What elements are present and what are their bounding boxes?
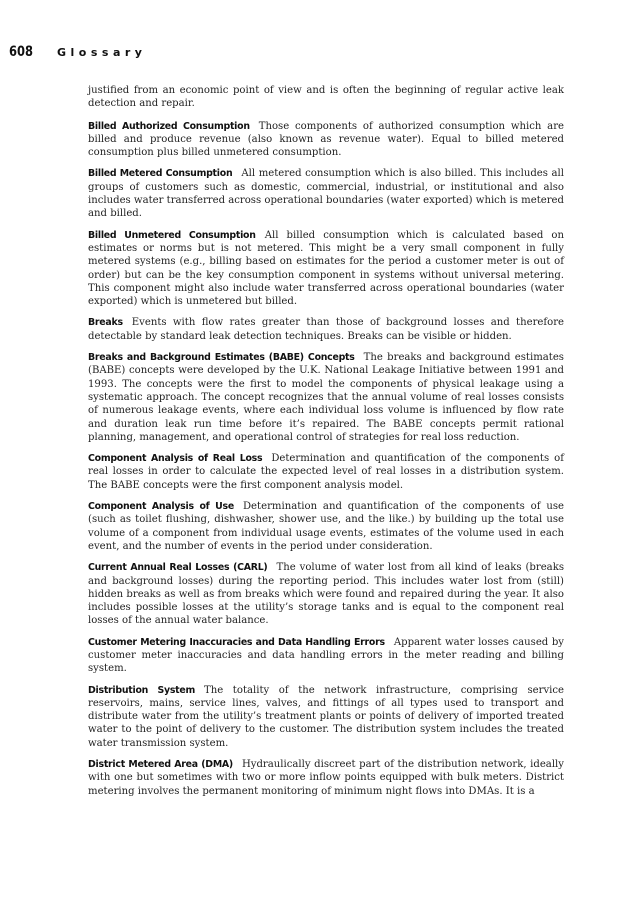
- glossary-entry: [88, 636, 564, 676]
- glossary-term: Customer Metering Inaccuracies and Data Handling Errors: [88, 636, 385, 648]
- glossary-entry: [88, 351, 564, 444]
- glossary-body: [88, 84, 564, 806]
- glossary-term: Current Annual Real Losses (CARL): [88, 562, 268, 574]
- glossary-definition: The volume of water lost from all kind of leaks (breaks and background losses) during the reporting period. This includes water lost from (still) hidden breaks as well as from breaks which were found and repaired during the year. It also includes possible losses at the utility’s storage tanks and is equal to the component real losses of the annual water balance.: [88, 562, 565, 627]
- running-head: Glossary: [57, 46, 147, 59]
- glossary-definition: Apparent water losses caused by customer meter inaccuracies and data handling errors in the meter reading and billing system.: [88, 636, 564, 675]
- glossary-definition: Those components of authorized consumption which are billed and produce revenue (also known as revenue water). Equal to billed metered consumption plus billed unmetered consumption.: [88, 120, 564, 159]
- glossary-term: Breaks and Background Estimates (BABE) Concepts: [88, 352, 355, 364]
- glossary-entries: [88, 120, 564, 798]
- glossary-term: District Metered Area (DMA): [88, 759, 233, 771]
- glossary-entry: [88, 758, 564, 798]
- glossary-term: Distribution System: [88, 684, 196, 696]
- glossary-entry: [88, 684, 564, 750]
- glossary-entry: [88, 316, 564, 343]
- continuation-paragraph: justified from an economic point of view and is often the beginning of regular active leak detection and repair.: [88, 85, 564, 110]
- glossary-term: Billed Unmetered Consumption: [88, 229, 256, 241]
- glossary-definition: The breaks and background estimates (BABE) concepts were developed by the U.K. National Leakage Initiative between 1991 and 1993. The concepts were the first to model the components of physical leakage using a systematic approach. The concept recognizes that the annual volume of real losses consists of numerous leakage events, where each individual loss volume is influenced by flow rate and duration leak run time before it’s repaired. The BABE concepts permit rational planning, management, and operational control of strategies for real loss reduction.: [88, 352, 564, 443]
- glossary-entry: [88, 120, 564, 160]
- page-number: 608: [9, 44, 33, 60]
- glossary-definition: The totality of the network infrastructure, comprising service reservoirs, mains, service lines, valves, and fittings of all types used to transport and distribute water from the utility’s treatment plants or points of delivery of imported treated water to the point of delivery to the customer. The distribution system includes the treated water transmission system.: [88, 684, 565, 749]
- glossary-definition: All metered consumption which is also billed. This includes all groups of customers such as domestic, commercial, industrial, or institutional and also includes water transferred across operational boundaries (water exported) which is metered and billed.: [88, 168, 564, 220]
- glossary-entry: [88, 452, 564, 492]
- glossary-entry: [88, 167, 564, 220]
- glossary-term: Component Analysis of Real Loss: [88, 453, 263, 465]
- glossary-definition: Events with flow rates greater than those of background losses and therefore detectable by standard leak detection techniques. Breaks can be visible or hidden.: [88, 317, 564, 342]
- glossary-entry: [88, 561, 564, 627]
- glossary-entry: [88, 229, 564, 309]
- glossary-term: Billed Metered Consumption: [88, 168, 233, 180]
- glossary-definition: All billed consumption which is calculated based on estimates or norms but is not metered. This might be a very small component in fully metered systems (e.g., billing based on estimates for the period a customer meter is out of order) but can be the key consumption component in systems without universal metering. This component might also include water transferred across operational boundaries (water exported) which is unmetered but billed.: [88, 229, 564, 308]
- glossary-term: Billed Authorized Consumption: [88, 120, 250, 132]
- glossary-definition: Determination and quantification of the components of use (such as toilet flushing, dishwasher, shower use, and the like.) by building up the total use volume of a component from individual usage events, estimates of the volume used in each event, and the number of events in the period under consideration.: [88, 501, 564, 552]
- glossary-definition: Hydraulically discreet part of the distribution network, ideally with one but sometimes with two or more inflow points equipped with bulk meters. District metering involves the permanent monitoring of minimum night flows into DMAs. It is a: [88, 759, 564, 797]
- glossary-term: Breaks: [88, 317, 123, 329]
- glossary-term: Component Analysis of Use: [88, 501, 234, 513]
- glossary-definition: Determination and quantification of the components of real losses in order to calculate the expected level of real losses in a distribution system. The BABE concepts were the first component analysis model.: [88, 453, 564, 491]
- glossary-entry: [88, 500, 564, 553]
